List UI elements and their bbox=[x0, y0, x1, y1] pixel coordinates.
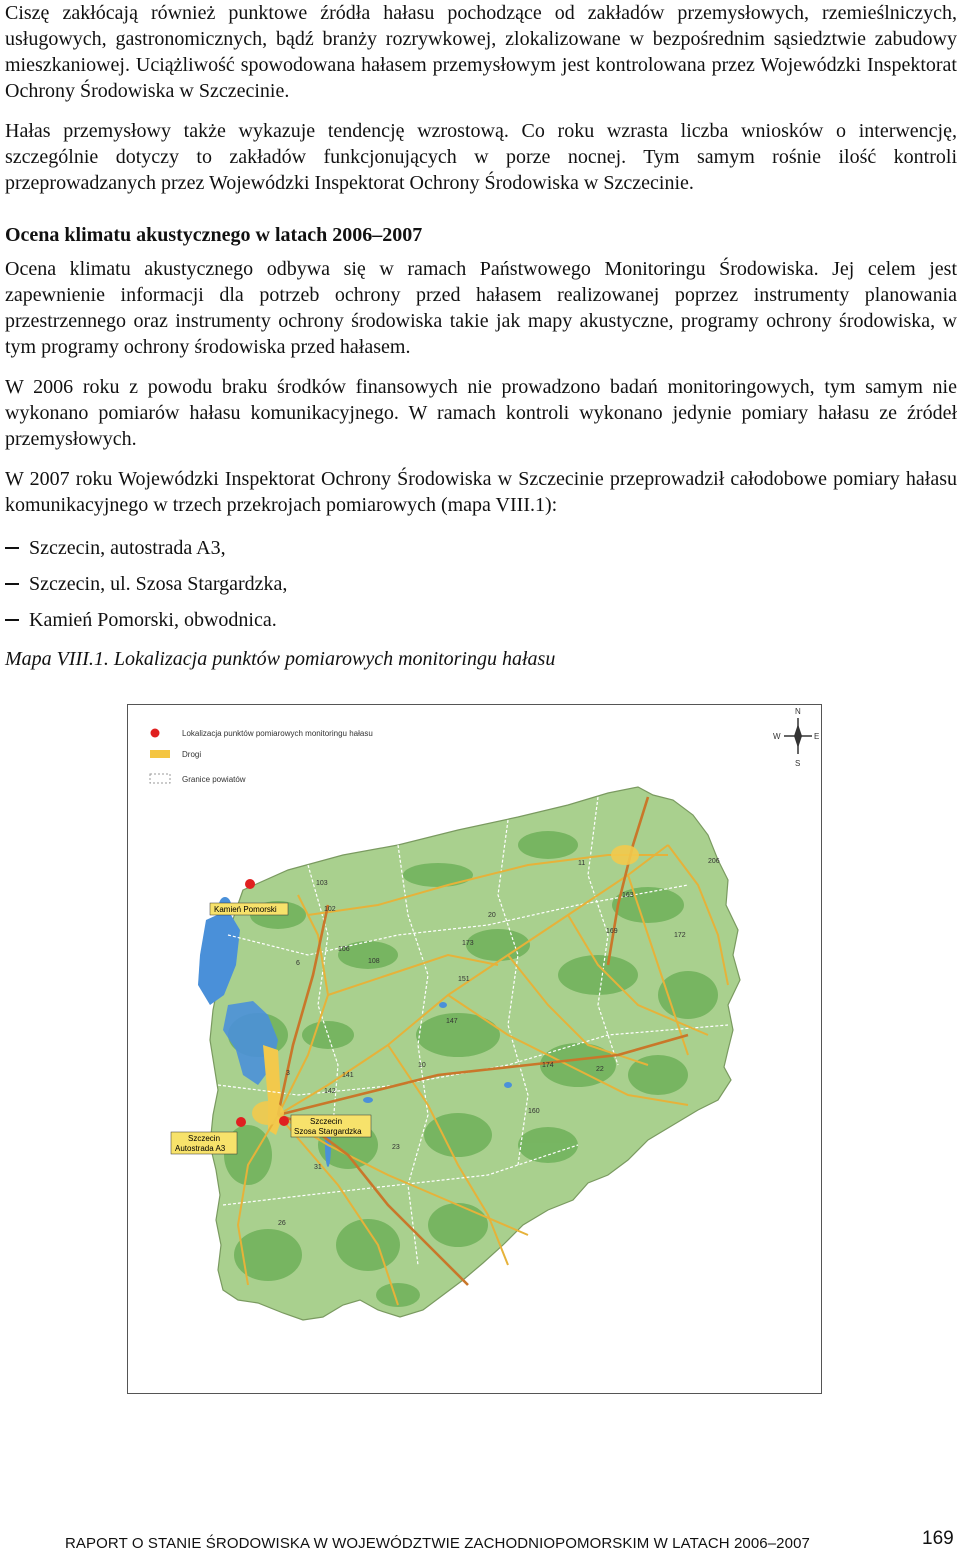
svg-text:141: 141 bbox=[342, 1072, 354, 1079]
section-heading: Ocena klimatu akustycznego w latach 2006–2007 bbox=[5, 224, 423, 246]
legend-borders-label: Granice powiatów bbox=[182, 775, 246, 784]
dash-bullet bbox=[5, 583, 19, 585]
svg-text:E: E bbox=[814, 732, 820, 741]
svg-text:103: 103 bbox=[316, 880, 328, 887]
svg-text:169: 169 bbox=[606, 928, 618, 935]
svg-text:174: 174 bbox=[542, 1062, 554, 1069]
svg-text:142: 142 bbox=[324, 1088, 336, 1095]
label-kamien: Kamień Pomorski bbox=[214, 905, 277, 914]
svg-text:108: 108 bbox=[368, 958, 380, 965]
map-figure bbox=[127, 704, 822, 1394]
point-szczecin-a3 bbox=[236, 1117, 246, 1127]
legend-points-label: Lokalizacja punktów pomiarowych monitoringu hałasu bbox=[182, 729, 373, 738]
svg-text:163: 163 bbox=[622, 892, 634, 899]
label-szczecin-ss-line2: Szosa Stargardzka bbox=[294, 1127, 362, 1136]
dash-bullet bbox=[5, 619, 19, 621]
svg-text:20: 20 bbox=[488, 912, 496, 919]
svg-text:206: 206 bbox=[708, 858, 720, 865]
svg-text:3: 3 bbox=[286, 1070, 290, 1077]
svg-text:S: S bbox=[795, 759, 801, 768]
map-svg bbox=[128, 705, 821, 1393]
svg-text:11: 11 bbox=[578, 860, 586, 867]
dash-bullet bbox=[5, 547, 19, 549]
point-kamien-pomorski bbox=[245, 879, 255, 889]
legend-point-icon bbox=[151, 729, 160, 738]
map-legend bbox=[150, 729, 373, 785]
compass-icon bbox=[773, 707, 819, 768]
svg-text:172: 172 bbox=[674, 932, 686, 939]
svg-text:W: W bbox=[773, 732, 781, 741]
list-item: Szczecin, autostrada A3, bbox=[5, 530, 287, 566]
paragraph-2006: W 2006 roku z powodu braku środków finansowych nie prowadzono badań monitoringowych, tym samym nie wykonano pomiarów hałasu komunikacyjnego. W ramach kontroli wykonano jedynie pomiary hałasu ze źródeł przemysłowych. bbox=[5, 376, 957, 450]
svg-text:6: 6 bbox=[296, 960, 300, 967]
paragraph-industrial-noise: Ciszę zakłócają również punktowe źródła hałasu pochodzące od zakładów przemysłowych, rzemieślniczych, usługowych, gastronomicznych, bądź branży rozrywkowej, zlokalizowane w bezpośrednim sąsiedztwie zabudowy mieszkaniowej. Uciążliwość spowodowana hałasem przemysłowym jest kontrolowana przez Wojewódzki Inspektorat Ochrony Środowiska w Szczecinie. bbox=[5, 2, 957, 102]
paragraph-2007: W 2007 roku Wojewódzki Inspektorat Ochrony Środowiska w Szczecinie przeprowadził całodobowe pomiary hałasu komunikacyjnego w trzech przekrojach pomiarowych (mapa VIII.1): bbox=[5, 468, 957, 516]
paragraph-assessment: Ocena klimatu akustycznego odbywa się w ramach Państwowego Monitoringu Środowiska. Jej celem jest zapewnienie informacji dla potrzeb ochrony przed hałasem realizowanej poprzez instrumenty planowania przestrzennego oraz instrumenty ochrony środowiska takie jak mapy akustyczne, programy ochrony środowiska, w tym programy ochrony środowiska przed hałasem. bbox=[5, 258, 957, 358]
page-footer bbox=[65, 1535, 903, 1552]
page-number: 169 bbox=[922, 1528, 954, 1549]
svg-text:151: 151 bbox=[458, 976, 470, 983]
footer-title: RAPORT O STANIE ŚRODOWISKA W WOJEWÓDZTWIE ZACHODNIOPOMORSKIM W LATACH 2006–2007 bbox=[65, 1535, 810, 1552]
legend-roads-icon bbox=[150, 750, 170, 758]
svg-text:22: 22 bbox=[596, 1066, 604, 1073]
list-item: Kamień Pomorski, obwodnica. bbox=[5, 602, 287, 638]
map-caption: Mapa VIII.1. Lokalizacja punktów pomiarowych monitoringu hałasu bbox=[5, 648, 556, 670]
list-item: Szczecin, ul. Szosa Stargardzka, bbox=[5, 566, 287, 602]
svg-text:31: 31 bbox=[314, 1164, 322, 1171]
svg-text:147: 147 bbox=[446, 1018, 458, 1025]
legend-borders-icon bbox=[150, 774, 170, 783]
svg-text:23: 23 bbox=[392, 1144, 400, 1151]
label-szczecin-a3-line2: Autostrada A3 bbox=[175, 1144, 226, 1153]
point-szczecin-szosa-stargardzka bbox=[279, 1116, 289, 1126]
svg-text:106: 106 bbox=[338, 946, 350, 953]
label-szczecin-ss-line1: Szczecin bbox=[310, 1117, 343, 1126]
svg-text:160: 160 bbox=[528, 1108, 540, 1115]
label-szczecin-a3-line1: Szczecin bbox=[188, 1134, 221, 1143]
svg-text:10: 10 bbox=[418, 1062, 426, 1069]
svg-text:173: 173 bbox=[462, 940, 474, 947]
paragraph-industrial-trend: Hałas przemysłowy także wykazuje tendencję wzrostową. Co roku wzrasta liczba wniosków o interwencję, szczególnie dotyczy to zakładów funkcjonujących w porze nocnej. Tym samym rośnie ilość kontroli przeprowadzanych przez Wojewódzki Inspektorat Ochrony Środowiska w Szczecinie. bbox=[5, 120, 957, 194]
svg-text:N: N bbox=[795, 707, 801, 716]
svg-text:26: 26 bbox=[278, 1220, 286, 1227]
measurement-points-list bbox=[5, 530, 287, 638]
legend-roads-label: Drogi bbox=[182, 750, 202, 759]
svg-text:102: 102 bbox=[324, 906, 336, 913]
